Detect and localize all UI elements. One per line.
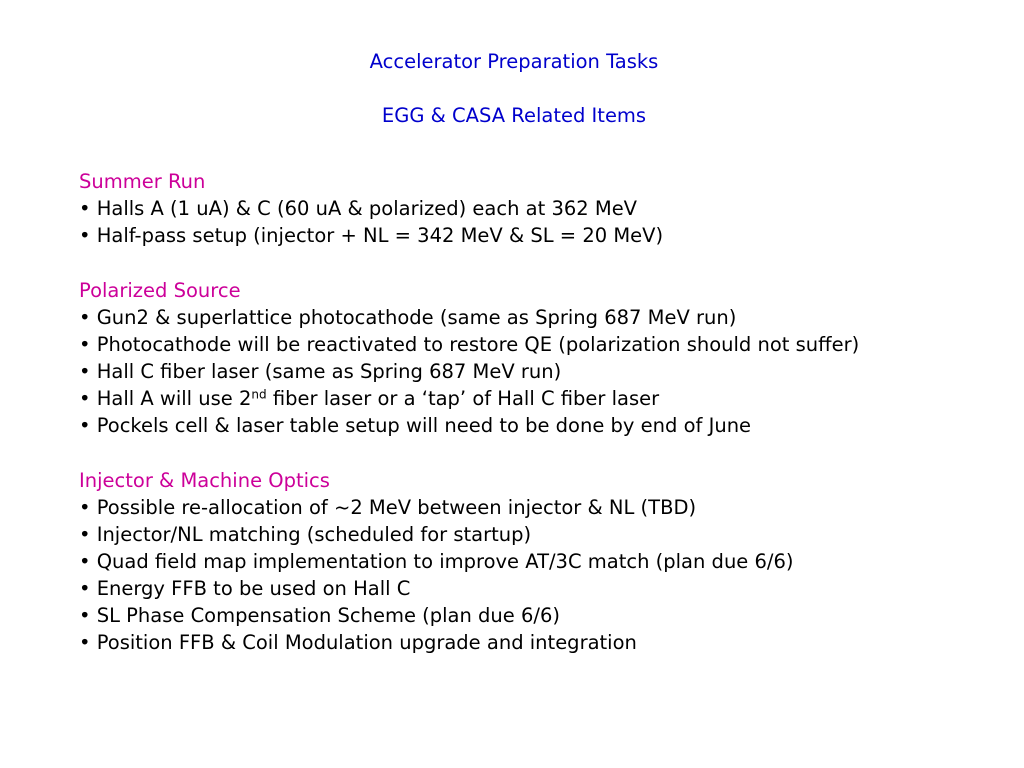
bullet-item: • Injector/NL matching (scheduled for startup)	[79, 523, 532, 546]
bullet-item: • Energy FFB to be used on Hall C	[79, 577, 411, 600]
bullet-item: • Hall C fiber laser (same as Spring 687 MeV run)	[79, 360, 562, 383]
section-polarized-source	[79, 277, 1009, 439]
bullet-item: • Quad field map implementation to improve AT/3C match (plan due 6/6)	[79, 550, 794, 573]
bullet-text-before: • Hall A will use 2	[79, 387, 252, 410]
section-summer-run	[79, 168, 1009, 249]
bullet-item: • Gun2 & superlattice photocathode (same as Spring 687 MeV run)	[79, 306, 737, 329]
slide-title: Accelerator Preparation Tasks	[369, 50, 659, 73]
ordinal-suffix: nd	[251, 387, 267, 402]
section-injector-optics	[79, 467, 1009, 656]
section-heading: Polarized Source	[79, 279, 241, 302]
bullet-item	[79, 385, 1009, 412]
bullet-item: • Pockels cell & laser table setup will need to be done by end of June	[79, 414, 752, 437]
slide-subtitle: EGG & CASA Related Items	[381, 104, 647, 127]
bullet-item: • Photocathode will be reactivated to restore QE (polarization should not suffer)	[79, 333, 860, 356]
bullet-item: • Position FFB & Coil Modulation upgrade and integration	[79, 631, 637, 654]
bullet-item: • SL Phase Compensation Scheme (plan due 6/6)	[79, 604, 560, 627]
bullet-item: • Half-pass setup (injector + NL = 342 MeV & SL = 20 MeV)	[79, 224, 664, 247]
bullet-text-after: fiber laser or a ‘tap’ of Hall C fiber laser	[266, 387, 660, 410]
bullet-item: • Halls A (1 uA) & C (60 uA & polarized) each at 362 MeV	[79, 197, 638, 220]
section-heading: Injector & Machine Optics	[79, 469, 330, 492]
section-heading: Summer Run	[79, 170, 206, 193]
bullet-item: • Possible re-allocation of ~2 MeV between injector & NL (TBD)	[79, 496, 697, 519]
